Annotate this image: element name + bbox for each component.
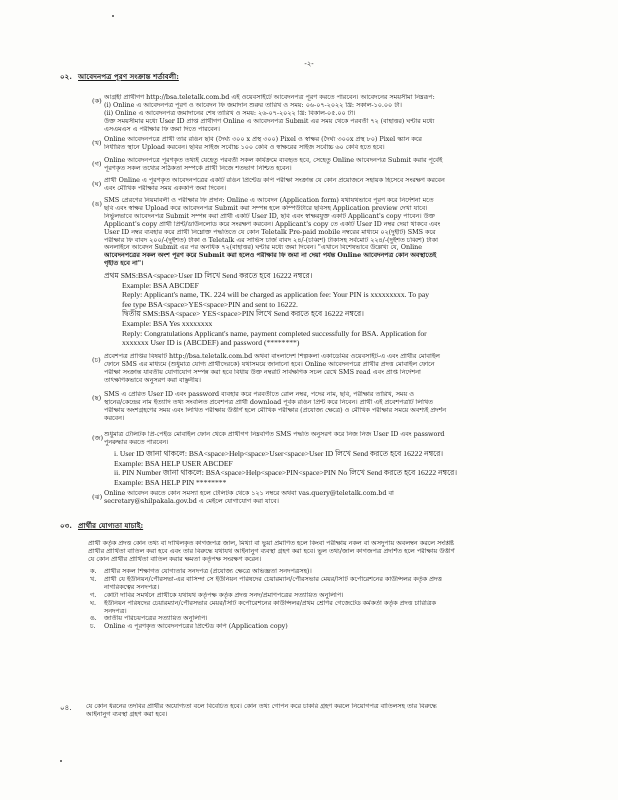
checklist-text: সনদপত্র।: [104, 607, 127, 615]
text-line: প্রার্থীর প্রার্থিতা বাতিল করা হবে এবং তার বিরুদ্ধে যথাযথ আইনানুগ ব্যবস্থা গ্রহণ করা হবে। ভুল তথ্য/জাল কাগজপত্র প্রদর্শিত হলে পরীক্ষায় উত্তীর্ণ: [88, 547, 455, 555]
text-line: এসএমএস এ পরীক্ষার ফি জমা দিতে পারবেন।: [104, 125, 220, 133]
item-ca-mark: (চ): [92, 356, 101, 364]
recovery-line: Example: BSA HELP PIN ********: [114, 477, 227, 487]
text-line: Online আবেদন করতে কোন সমস্যা হলে টেলিটক থেকে ১২১ নম্বরে অথবা vas.query@teletalk.com.bd বা: [104, 490, 394, 497]
document-checklist: [90, 568, 572, 631]
page-number: -২-: [304, 60, 314, 68]
checklist-text: কোটা দাবির সমর্থনে প্রার্থীকে যথাযথ কর্তৃপক্ষ কর্তৃক প্রদত্ত সনদ/প্রমাণপত্রের সত্যায়িত অনুলিপি।: [104, 591, 344, 599]
text-line: পরীক্ষা সংক্রান্ত যাবতীয় যোগাযোগ সম্পন্ন করা হবে বিধায় উক্ত নম্বরটি সার্বক্ষণিক সচল রেখে SMS read এবং প্রাপ্ত নির্দেশনা: [104, 368, 421, 376]
text-line: পূরণকৃত সকল তথ্যের সঠিকতা সম্পর্কে প্রার্থী নিজে শতভাগ নিশ্চিত হবেন।: [104, 164, 292, 172]
item-jha-mark: (ঝ): [92, 493, 103, 501]
recovery-line: Example: BSA HELP USER ABCDEF: [114, 458, 233, 468]
section-3-heading: [60, 521, 143, 533]
item-ca: [104, 353, 572, 385]
item-gha: [104, 177, 572, 193]
text-line: User ID নম্বর ব্যবহার করে প্রার্থী নিম্নোক্ত পদ্ধতিতে যে কোন Teletalk Pre-paid mobile নম্বরের মাধ্যমে ০২(দুইটি) SMS করে: [104, 228, 436, 236]
text-line: অনলাইনে আবেদন Submit এর পর অনধিক ৭২(বাহাত্তর) ঘন্টার মধ্যে জমা দিবেন। "এখানে বিশেষভাবে উল্লেখ্য যে, Online: [104, 244, 423, 252]
checklist-item: [90, 584, 572, 592]
text-line: উক্ত সময়সীমার মধ্যে User ID প্রাপ্ত প্রার্থীগণ Online এ আবেদনপত্র Submit এর সময় থেকে পরবর্তী ৭২ (বাহাত্তর) ঘন্টার মধ্যে: [104, 117, 435, 125]
section-4-number: ০৪.: [60, 703, 72, 712]
checklist-item: [90, 568, 572, 576]
text-line-emphasis: গৃহীত হবে না"।: [104, 260, 144, 268]
text-line: SMS এ প্রেরিত User ID এবং password ব্যবহার করে পরবর্তীতে রোল নম্বর, পদের নাম, ছবি, পরীক্ষার তারিখ, সময় ও: [104, 391, 414, 398]
checklist-text: ইউনিয়ন পরিষদের চেয়ারম্যান/পৌরসভার মেয়র/সিটি কর্পোরেশনের কাউন্সিলর/প্রথম শ্রেণির গেজেটেড কর্মকর্তা কর্তৃক প্রদত্ত চারিত্রিক: [104, 599, 436, 607]
text-line: secretary@shilpakala.gov.bd এ মেইলে যোগাযোগ করা যাবে।: [104, 497, 279, 505]
text-line: প্রার্থী কর্তৃক প্রদত্ত কোন তথ্য বা দাখিলকৃত কাগজপত্র জাল, মিথ্যা বা ভুয়া প্রমাণিত হলে কিংবা পরীক্ষায় নকল বা অসদুপায় অবলম্বন করলে সংশ্লিষ্ট: [88, 540, 454, 547]
text-line: নির্ভুলভাবে আবেদনপত্র Submit সম্পন্ন করা প্রার্থী একটি User ID, ছবি এবং স্বাক্ষরযুক্ত একটি Applicant's copy পাবেন। উক্ত: [104, 212, 435, 220]
text-line: Applicant's copy প্রার্থী প্রিন্ট/ডাউনলোড করে সংরক্ষণ করবেন। Applicant's copy তে একটি User ID নম্বর দেয়া থাকবে এবং: [104, 220, 441, 228]
text-line: ফোনে SMS এর মাধ্যমে (শুধুমাত্র যোগ্য প্রার্থীদেরকে) যথাসময়ে জানানো হবে। Online আবেদনপত্রে প্রার্থীর প্রদত্ত মোবাইল ফোনে: [104, 360, 435, 368]
item-kha-mark: (খ): [92, 139, 102, 147]
checklist-text: Online এ পূরণকৃত আবেদনপত্রের প্রিন্টেড কপি (Application copy): [104, 623, 288, 631]
item-kha: [104, 136, 572, 152]
item-ka-mark: (ক): [92, 97, 102, 105]
text-line: পরীক্ষায় অংশগ্রহণের সময় এবং লিখিত পরীক্ষায় উত্তীর্ণ হলে মৌখিক পরীক্ষার (প্রযোজ্য ক্ষেত্রে) ও মৌখিক পরীক্ষার সময়ে অবশ্যই প্রদর্শন: [104, 406, 447, 414]
checklist-item: [90, 592, 572, 600]
sms-line: Example: BSA ABCDEF: [122, 280, 199, 290]
text-line: আইনানুগ ব্যবস্থা গ্রহণ করা হবে।: [86, 710, 168, 718]
text-line-emphasis: আবেদনপত্রের সকল অংশ পূরণ করে Submit করা হলেও পরীক্ষার ফি জমা না দেয়া পর্যন্ত Online আবেদনপত্র কোন অবস্থাতেই: [104, 252, 437, 260]
item-ka: [104, 94, 572, 134]
item-ga: [104, 157, 572, 173]
item-ga-mark: (গ): [92, 160, 102, 168]
item-uma: [104, 197, 572, 268]
text-line: প্রার্থী Online এ পূরণকৃত আবেদনপত্রের একটি রঙিন প্রিন্টেড কপি পরীক্ষা সংক্রান্ত যে কোন প্রয়োজনে সহায়ক হিসেবে সংরক্ষণ করবেন: [104, 177, 445, 184]
sms-line: fee type BSA<space>YES<space>PIN and sent to 16222.: [122, 299, 298, 309]
text-line: প্রবেশপত্র প্রাপ্তির বিষয়টি http://bsa.teletalk.com.bd অথবা বাংলাদেশ শিল্পকলা একাডেমির ওয়েবসাইট-এ এবং প্রার্থীর মোবাইল: [104, 353, 440, 360]
checklist-text: প্রার্থীর সকল শিক্ষাগত যোগ্যতার সনদপত্র (প্রযোজ্য ক্ষেত্রে অভিজ্ঞতা সনদপত্রসহ)।: [104, 568, 312, 575]
sms-line: Reply: Applicant's name, TK. 224 will be charged as application fee: Your PIN is xxxxxxxxx. To pay: [122, 290, 430, 300]
checklist-text: প্রার্থী যে ইউনিয়ন/পৌরসভা-এর বাসিন্দা সে ইউনিয়ন পরিষদের চেয়ারম্যান/পৌরসভার মেয়র/সিটি কর্পোরেশনের কাউন্সিলর কর্তৃক প্রদত্ত: [104, 575, 442, 583]
checklist-mark: খ.: [90, 575, 97, 583]
scan-speck: [112, 15, 114, 17]
text-line: Online আবেদনপত্রে পূরণকৃত তথ্যই যেহেতু পরবর্তী সকল কার্যক্রমে ব্যবহৃত হবে, সেহেতু Online আবেদনপত্র Submit করার পূর্বেই: [104, 157, 443, 164]
item-cha-mark: (ছ): [92, 394, 102, 402]
checklist-item: [90, 623, 572, 631]
text-line: (i) Online এ আবেদনপত্র পূরণ ও আবেদন ফি জমাদান শুরুর তারিখ ও সময়: ০৬-০৭-২০২২ খ্রি: সকাল-১০.০০ টা।: [104, 101, 402, 109]
password-recovery: [114, 449, 572, 487]
item-jha: [104, 490, 572, 506]
text-line: করবেন।: [104, 414, 125, 422]
section-4-text: [86, 703, 570, 719]
scan-speck: [60, 760, 62, 762]
text-line: যে কোন প্রার্থীর প্রার্থিতা বাতিল করার ক্ষমতা কর্তৃপক্ষ সংরক্ষণ করেন।: [88, 555, 262, 563]
sms-line: প্রথম SMS:BSA<space>User ID লিখে Send করতে হবে 16222 নম্বরে।: [104, 271, 313, 280]
sms-line: দ্বিতীয় SMS:BSA<space> YES<space>PIN লিখে Send করতে হবে 16222 নম্বরে।: [122, 309, 364, 319]
checklist-item: [90, 600, 572, 608]
sms-instructions: [104, 271, 572, 348]
checklist-mark: ঘ.: [90, 599, 96, 607]
checklist-mark: ঙ.: [90, 615, 97, 623]
text-line: SMS প্রেরণের নিয়মাবলী ও পরীক্ষার ফি প্রদান: Online এ আবেদন (Application form) যথাযথভাবে পূরণ করে নির্দেশনা মতে: [104, 197, 434, 204]
item-ja-mark: (জ): [92, 434, 104, 442]
text-line: এবং মৌখিক পরীক্ষার সময় এককপি জমা দিবেন।: [104, 184, 227, 192]
checklist-item: [90, 608, 572, 616]
text-line: নির্ধারিত স্থানে Upload করবেন। ছবির সাইজ সর্বোচ্চ ১০০ কেবি ও স্বাক্ষরের সাইজ সর্বোচ্চ ৬০ কেবি হতে হবে।: [104, 143, 385, 151]
recovery-line: i. User ID জানা থাকলে: BSA<space>Help<space>User<space>User ID লিখে Send করতে হবে 16222 নম্বরে।: [114, 449, 444, 458]
recovery-line: ii. PIN Number জানা থাকলে: BSA<space>Help<space>PIN<space>PIN No লিখে Send করতে হবে 16222 নম্বরে।: [114, 468, 458, 478]
checklist-text: জাতীয় পরিচয়পত্রের সত্যায়িত অনুলিপি।: [104, 615, 208, 623]
checklist-text: নাগরিকত্বের সনদপত্র।: [104, 583, 160, 591]
section-3-title: প্রার্থীর যোগ্যতা যাচাই:: [78, 521, 144, 530]
item-gha-mark: (ঘ): [92, 180, 102, 188]
text-line: Online আবেদনপত্রে প্রার্থী তার রঙিন ছবি (দৈর্ঘ্য ৩০০ x প্রস্থ ৩০০) Pixel ও স্বাক্ষর (দৈর্ঘ্য ৩০০x প্রস্থ ৮০) Pixel স্ক্যান করে: [104, 136, 422, 143]
text-line: যে কোন ধরনের তদবির প্রার্থীর অযোগ্যতা বলে বিবেচিত হবে। কোন তথ্য গোপন করে চাকরি গ্রহণ করলে নিয়োগপত্র বাতিলসহ তার বিরুদ্ধে: [86, 703, 437, 710]
sms-line: xxxxxxx User ID is (ABCDEF) and password (********): [122, 338, 300, 348]
checklist-mark: চ.: [90, 623, 96, 631]
text-line: পুনরুদ্ধার করতে পারবেন।: [104, 438, 169, 446]
checklist-item: [90, 615, 572, 623]
text-line: পরীক্ষার ফি বাবদ ২০০/-(দুইশত) টাকা ও Teletalk এর সার্ভিস চার্জ বাবদ ২৪/-(চব্বিশ) টাকাসহ সর্বমোট ২২৪/-(দুইশত চব্বিশ) টাকা: [104, 236, 438, 244]
text-line: আগ্রহী প্রার্থীগণ http://bsa.teletalk.com.bd এই ওয়েবসাইটে আবেদনপত্র পূরণ করতে পারবেন। আবেদনের সময়সীমা নিম্নরূপ:: [104, 94, 435, 101]
section-2-heading: [60, 72, 179, 84]
section-3-number: ০৩.: [60, 521, 72, 530]
sms-line: Example: BSA Yes xxxxxxxx: [122, 318, 213, 328]
text-line: তাৎক্ষণিকভাবে অনুসরণ করা বাঞ্ছনীয়।: [104, 376, 201, 384]
text-line: ছবি এবং স্বাক্ষর Upload করে আবেদনপত্র Submit করা সম্পন্ন হলে কম্পিউটারে ছবিসহ Application preview দেখা যাবে।: [104, 204, 428, 212]
checklist-mark: গ.: [90, 591, 97, 599]
sms-line: Reply: Congratulations Applicant's name, payment completed successfully for BSA. Application for: [122, 328, 427, 338]
section-3-intro: [88, 540, 572, 564]
item-ja: [104, 431, 572, 447]
item-cha: [104, 391, 572, 423]
text-line: স্থানের/কেন্দ্রের নাম ইত্যাদি তথ্য সংবলিত প্রবেশপত্র প্রার্থী download পূর্বক রঙিন প্রিন্ট করে নিবেন। প্রার্থী এই প্রবেশপত্রটি লিখিত: [104, 398, 433, 406]
text-line: শুধুমাত্র টেলিটক প্রি-পেইড মোবাইল ফোন থেকে প্রার্থীগণ নিম্নবর্ণিত SMS পদ্ধতি অনুসরণ করে নিজ নিজ User ID এবং password: [104, 431, 445, 438]
section-2-title: আবেদনপত্র পূরণ সংক্রান্ত শর্তাবলী:: [78, 72, 179, 81]
checklist-mark: ক.: [90, 568, 97, 575]
text-line: (ii) Online এ আবেদনপত্র জমাদানের শেষ তারিখ ও সময়: ২৬-০৭-২০২২ খ্রি: বিকাল-০৫.০০ টা।: [104, 109, 356, 117]
section-2-number: ০২.: [60, 72, 72, 81]
item-uma-mark: (ঙ): [92, 200, 102, 208]
checklist-item: [90, 576, 572, 584]
